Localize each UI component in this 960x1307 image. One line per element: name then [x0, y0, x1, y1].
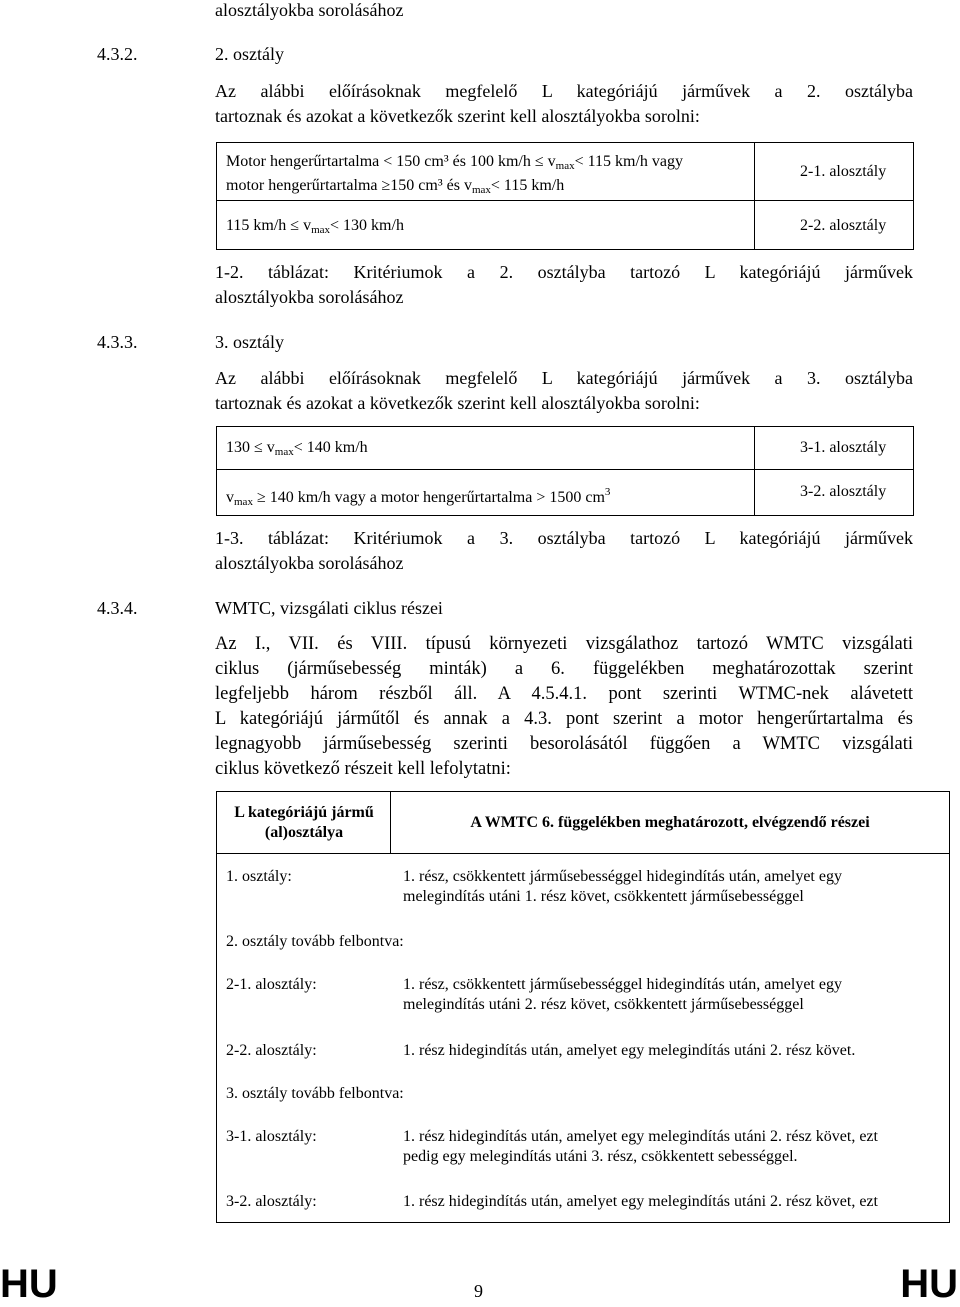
table-divider	[754, 426, 755, 516]
table-divider	[754, 142, 755, 250]
table-class-label: 3-2. alosztály	[800, 483, 887, 500]
wmtc-row-label: 3. osztály tovább felbontva:	[226, 1085, 404, 1102]
section-title: 3. osztály	[215, 332, 284, 352]
body-line: legnagyobb járműsebesség szerinti besorolásától függően a WMTC vizsgálati	[215, 734, 913, 754]
intro-line: tartoznak és azokat a következők szerint kell alosztályokba sorolni:	[215, 106, 700, 126]
body-line: Az I., VII. és VIII. típusú környezeti vizsgálathoz tartozó WMTC vizsgálati	[215, 634, 913, 654]
table-criterion: 115 $km/h \le v_{max}< 130$ km/h	[226, 217, 404, 236]
section-intro	[215, 366, 913, 416]
wmtc-row-parts: 1. rész hidegindítás után, amelyet egy melegindítás utáni 2. rész követ, ezt pedig egy melegindítás utáni 3. rész, csökkentett sebességgel.	[403, 1128, 878, 1165]
body-line: ciklus (járműsebesség minták) a 6. függelékben meghatározottak szerint	[215, 659, 913, 679]
table-divider	[216, 200, 914, 201]
page-number: 9	[474, 1281, 483, 1301]
table-criterion: Motor hengerűrtartalma < 150 cm³ és 100 $km/h \le v_{max}< 115$ km/h vagy motor hengerűrtartalma ≥150 cm³ és $v_{max}< 115$ km/h	[226, 153, 684, 196]
intro-line: tartoznak és azokat a következők szerint kell alosztályokba sorolni:	[215, 393, 700, 413]
wmtc-row-label: 1. osztály:	[226, 868, 292, 885]
wmtc-row-label: 2-1. alosztály:	[226, 976, 317, 993]
intro-line: Az alábbi előírásoknak megfelelő L kategóriájú járművek a 2. osztályba	[215, 81, 913, 101]
wmtc-header-right: A WMTC 6. függelékben meghatározott, elvégzendő részei	[470, 814, 870, 831]
table-divider	[216, 853, 950, 854]
table-criterion: $130 \le v_{max}< 140$ km/h	[226, 439, 368, 458]
continued-caption-fragment: alosztályokba sorolásához	[215, 0, 404, 20]
section-title: 2. osztály	[215, 44, 284, 64]
table-divider	[216, 469, 914, 470]
table-caption: 1-2. táblázat: Kritériumok a 2. osztályba tartozó L kategóriájú járművek alosztályokba sorolásához	[215, 262, 913, 307]
section-title: WMTC, vizsgálati ciklus részei	[215, 598, 443, 618]
wmtc-row-label: 3-1. alosztály:	[226, 1128, 317, 1145]
table-class-label: 3-1. alosztály	[800, 439, 887, 456]
table-class-label: 2-2. alosztály	[800, 217, 887, 234]
body-line: L kategóriájú járműtől és annak a 4.3. pont szerint a motor hengerűrtartalma és	[215, 709, 913, 729]
section-number: 4.3.4.	[97, 598, 138, 618]
section-number: 4.3.3.	[97, 332, 138, 352]
footer-language-code-right: HU	[900, 1262, 958, 1306]
wmtc-row-parts: 1. rész, csökkentett járműsebességgel hidegindítás után, amelyet egy melegindítás utáni 2. rész követ, csökkentett járműsebességgel	[403, 976, 842, 1013]
section-body	[215, 632, 913, 782]
table-criterion: $v_{max} \ge 140$ km/h vagy a motor hengerűrtartalma > 1500 $cm^3$	[226, 486, 611, 508]
section-intro	[215, 79, 913, 129]
table-class-label: 2-1. alosztály	[800, 163, 887, 180]
table-caption: 1-3. táblázat: Kritériumok a 3. osztályba tartozó L kategóriájú járművek alosztályokba sorolásához	[215, 528, 913, 573]
wmtc-row-label: 2. osztály tovább felbontva:	[226, 933, 404, 950]
wmtc-header-left: L kategóriájú jármű (al)osztálya	[234, 804, 374, 841]
footer-language-code-left: HU	[0, 1262, 58, 1306]
body-line: legfeljebb három részből áll. A 4.5.4.1. pont szerinti WTMC-nek alávetett	[215, 684, 913, 704]
intro-line: Az alábbi előírásoknak megfelelő L kategóriájú járművek a 3. osztályba	[215, 368, 913, 388]
section-number: 4.3.2.	[97, 44, 138, 64]
wmtc-row-label: 3-2. alosztály:	[226, 1193, 317, 1210]
wmtc-row-parts: 1. rész, csökkentett járműsebességgel hidegindítás után, amelyet egy melegindítás utáni 1. rész követ, csökkentett járműsebességgel	[403, 868, 842, 905]
wmtc-row-parts: 1. rész hidegindítás után, amelyet egy melegindítás utáni 2. rész követ.	[403, 1042, 856, 1059]
body-line: ciklus következő részeit kell lefolytatni:	[215, 759, 511, 779]
wmtc-row-parts: 1. rész hidegindítás után, amelyet egy melegindítás utáni 2. rész követ, ezt	[403, 1193, 878, 1210]
wmtc-row-label: 2-2. alosztály:	[226, 1042, 317, 1059]
